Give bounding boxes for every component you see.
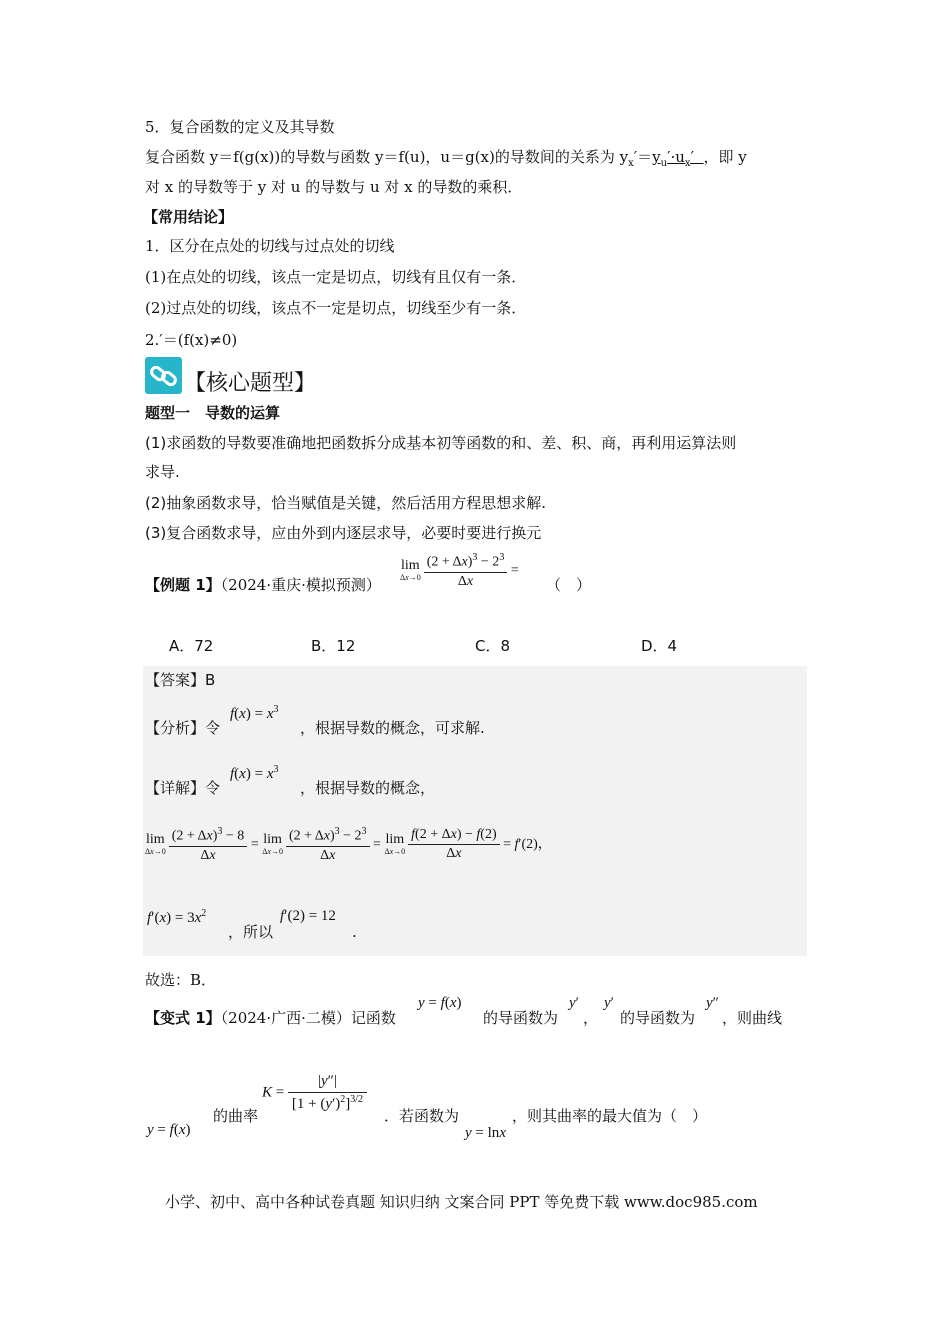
variant1-yprime: y′ [569,995,579,1011]
variant1-t7: ．若函数为 [384,1107,460,1125]
curvature-formula: K = $\frac{|y''|}{[1 + (y')^2]^{3/2}}$ [262,1073,367,1113]
conclusions-header: 【常用结论】 [143,208,234,226]
core-title: 【核心题型】 [184,371,317,396]
detail-label: 【详解】令 [145,779,221,797]
section5-line2: 对 x 的导数等于 y 对 u 的导数与 u 对 x 的导数的乘积． [145,178,523,196]
option-a: A．72 [169,637,214,655]
variant1-func: y = f(x) [418,995,462,1011]
variant1-ydoubleprime: y″ [706,995,719,1011]
variant1-curve: y = f(x) [147,1122,191,1138]
option-c: C．8 [475,637,511,655]
conclusion-item2: 2.′＝(f(x)≠0) [145,331,238,349]
choice-line: 故选：B． [145,971,217,989]
variant1-t8: ，则其曲率的最大值为（ ） [512,1107,708,1125]
conclusion-item1b: (2)过点处的切线，该点不一定是切点，切线至少有一条． [145,299,527,317]
variant1-t2: 的导函数为 [483,1009,559,1027]
example1-formula: lim Δx→0 $\frac{(2 + \Delta x)^3 - 2^3}{\Delta x}$ = [400,552,519,589]
section5-title: 5．复合函数的定义及其导数 [145,118,335,136]
tip1a: (1)求函数的导数要准确地把函数拆分成基本初等函数的和、差、积、商，再利用运算法则 [145,434,737,452]
conclusion-item1: 1．区分在点处的切线与过点处的切线 [145,237,395,255]
detail-formula: $f(x) = x^3$ [230,764,279,782]
tip3: (3)复合函数求导，应由外到内逐层求导，必要时要进行换元 [145,524,542,542]
conclusion-item1a: (1)在点处的切线，该点一定是切点，切线有且仅有一条． [145,268,527,286]
analysis-text: ，根据导数的概念，可求解. [300,719,485,737]
variant1-t4: 的导函数为 [620,1009,696,1027]
example1-label-line: 【例题 1】（2024·重庆·模拟预测） [145,576,381,594]
section5-line1: 复合函数 y＝f(g(x))的导数与函数 y＝f(u)，u＝g(x)的导数间的关系为 $y_x'=y_u'\cdot u_x'$ ，即 y [145,148,747,169]
variant1-yprime2: y′ [604,995,614,1011]
footer: 小学、初中、高中各种试卷真题 知识归纳 文案合同 PPT 等免费下载 www.doc985.com [165,1193,758,1211]
tip2: (2)抽象函数求导，恰当赋值是关键，然后活用方程思想求解. [145,494,547,512]
link-icon [145,357,182,394]
type1-title: 题型一 导数的运算 [145,404,281,422]
limit-chain: lim Δx→0 $\frac{(2 + \Delta x)^3 - 8}{\Delta x}$ = lim Δx→0 $\frac{(2 + \Delta x)^3 - 2^3}{\Delta x}$ = lim Δx→0 $\frac{f(2 + \Delta x) - f(2)}{\Delta x}$ = f′(2)， [145,826,552,863]
result-formula: f′(2) = 12 [280,908,336,924]
variant1-t3: ， [583,1009,599,1027]
variant1-t6: 的曲率 [213,1107,259,1125]
so-text: ，所以 [228,923,274,941]
period: . [352,923,357,941]
option-d: D．4 [641,637,678,655]
option-b: B．12 [311,637,356,655]
detail-text: ，根据导数的概念， [300,779,436,797]
example1-blank: （ ） [546,576,592,594]
variant1-label: 【变式 1】（2024·广西·二模）记函数 [145,1009,396,1027]
variant1-lnx: y = lnx [465,1125,506,1141]
answer: 【答案】B [145,671,216,689]
analysis-label: 【分析】令 [145,719,221,737]
derivative-formula: $f'(x) = 3x^2$ [147,908,207,926]
tip1b: 求导. [145,463,180,481]
variant1-t5: ，则曲线 [722,1009,783,1027]
analysis-formula: $f(x) = x^3$ [230,704,279,722]
